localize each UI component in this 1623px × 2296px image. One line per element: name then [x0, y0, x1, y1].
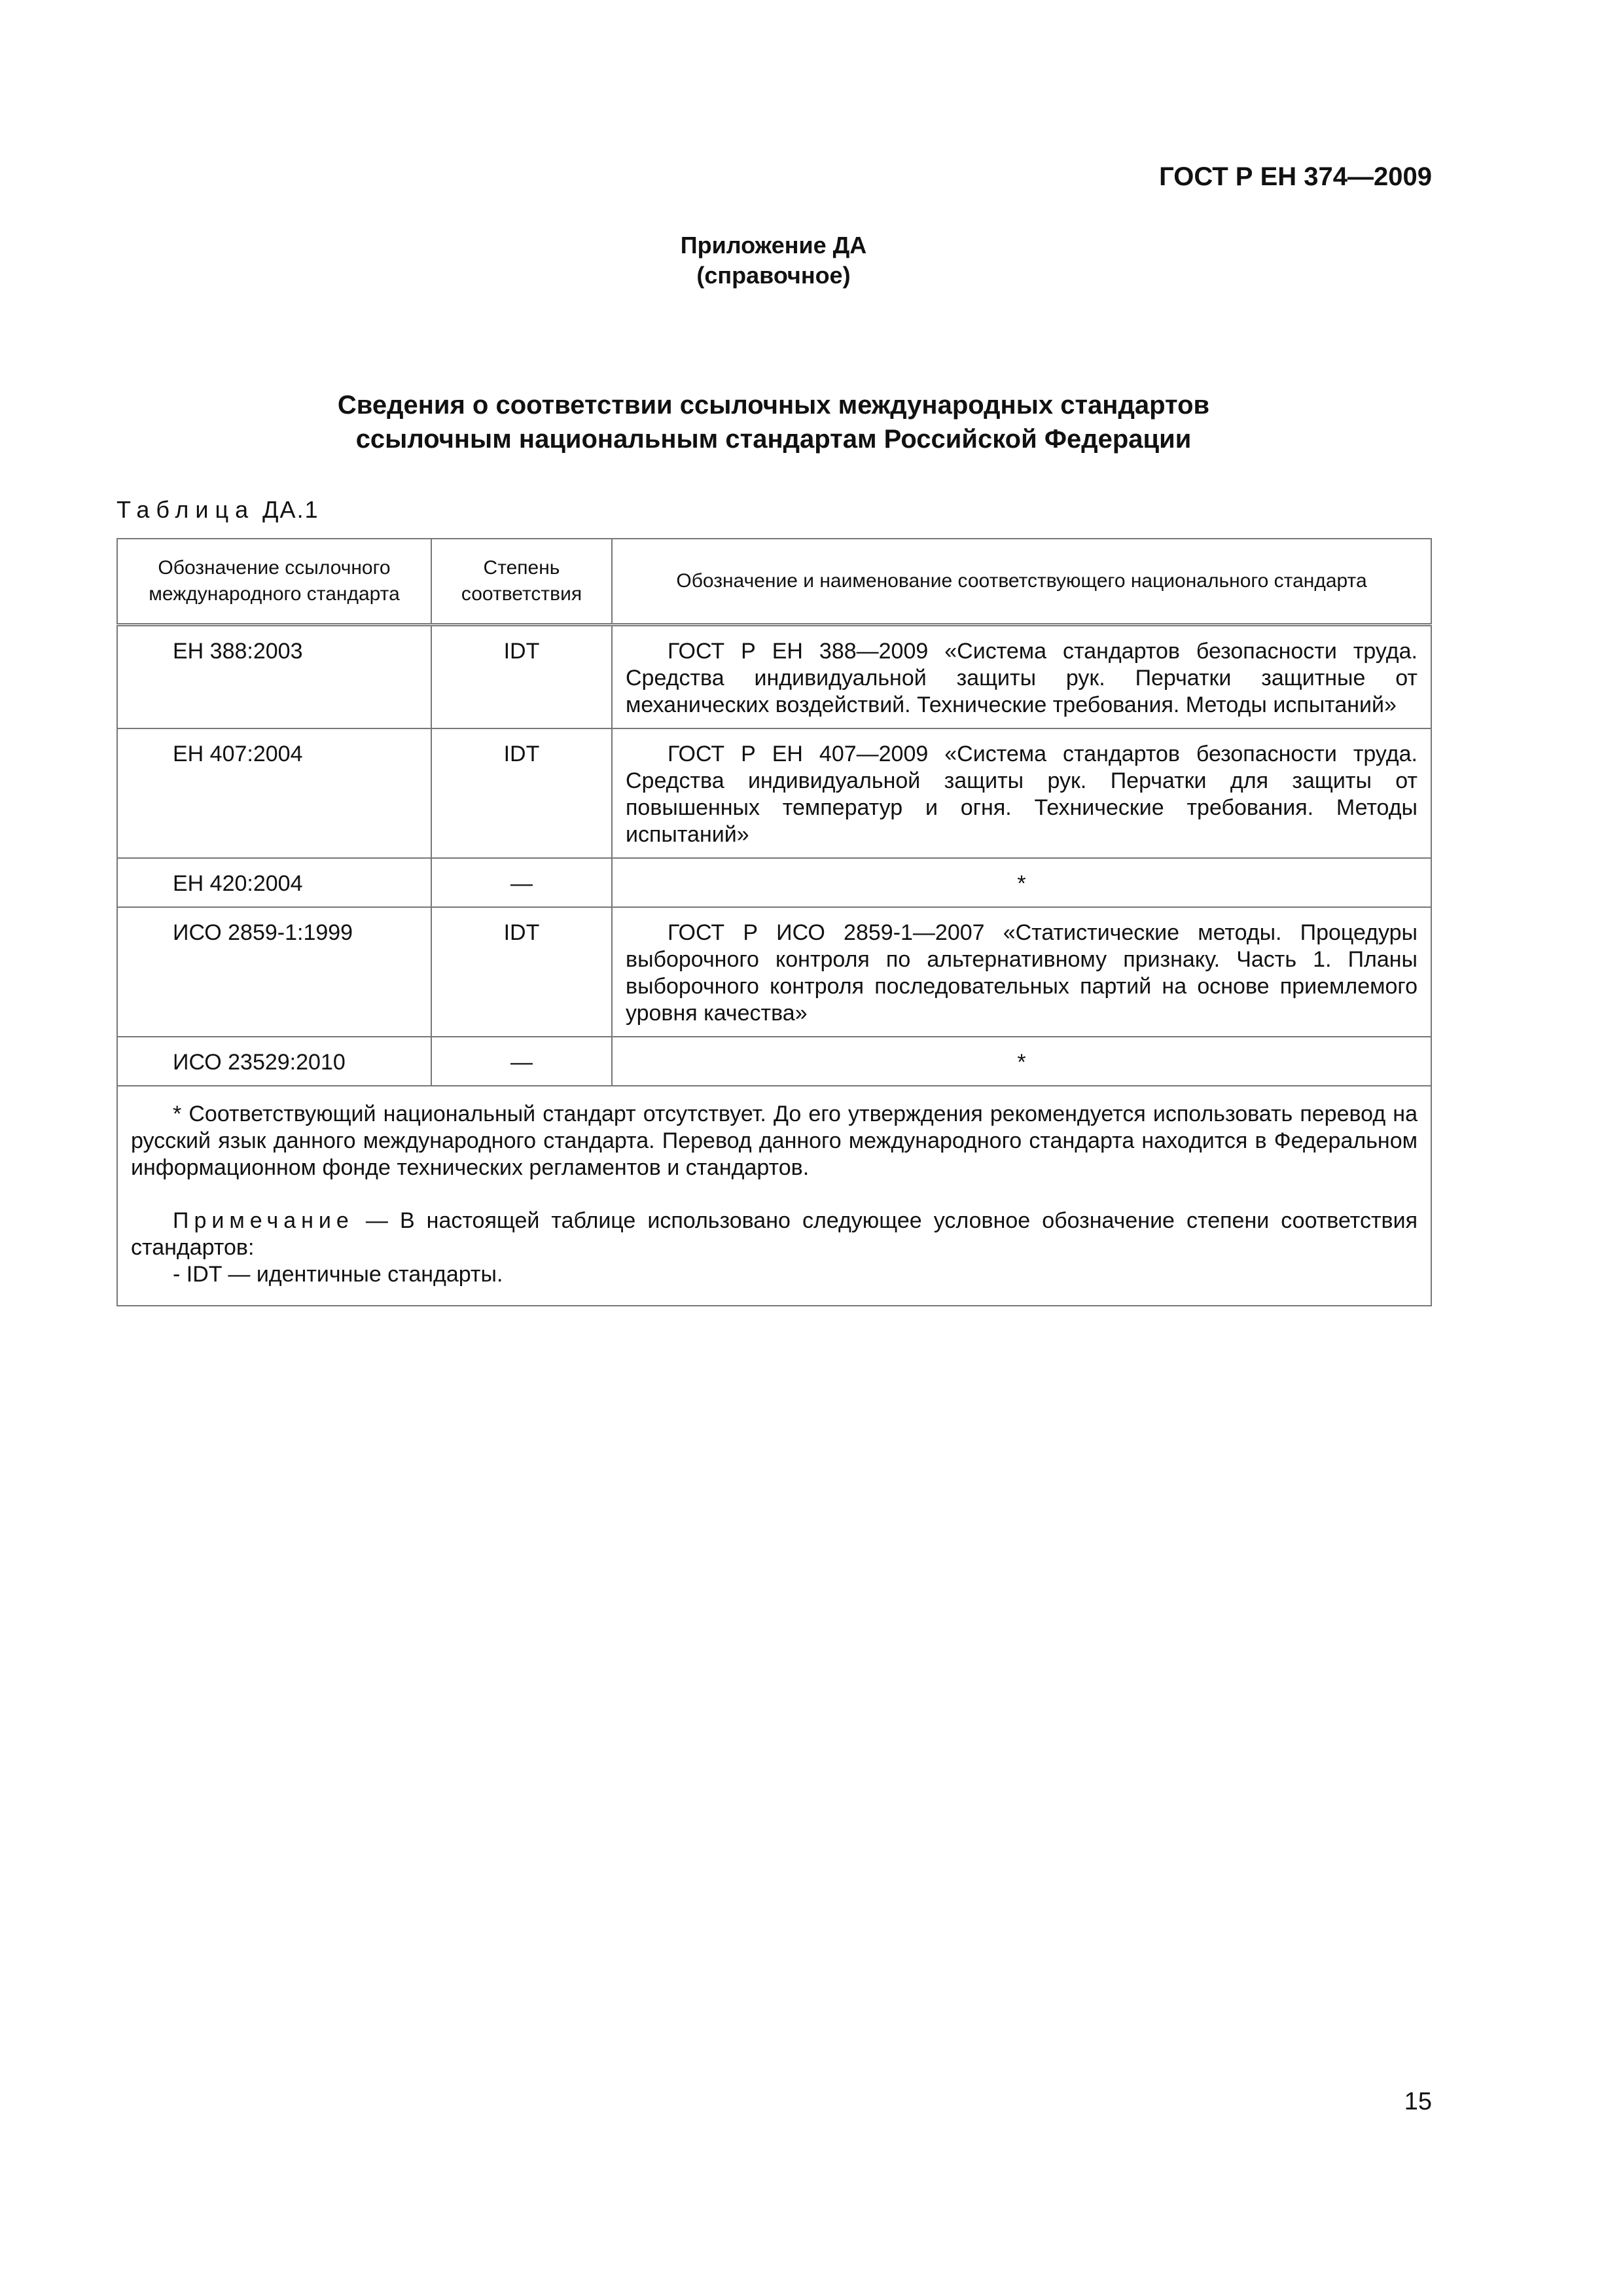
row-code: ИСО 23529:2010	[117, 1037, 431, 1086]
row-national-standard: ГОСТ Р ЕН 388—2009 «Система стандартов безопасности труда. Средства индивидуальной защиты рук. Перчатки защитные от механических воздействий. Технические требования. Методы испытаний»	[612, 625, 1431, 729]
title-line-2: ссылочным национальным стандартам Российской Федерации	[355, 425, 1192, 454]
note-label: Примечание	[173, 1208, 354, 1233]
document-code: ГОСТ Р ЕН 374—2009	[1159, 162, 1432, 191]
row-national-standard: *	[612, 1037, 1431, 1086]
note-item: - IDT — идентичные стандарты.	[173, 1262, 503, 1287]
table-label-word: Таблица	[116, 496, 255, 523]
row-national-standard: *	[612, 858, 1431, 907]
row-code: ИСО 2859-1:1999	[117, 907, 431, 1037]
table-row	[117, 728, 1431, 858]
row-code: ЕН 388:2003	[117, 625, 431, 729]
table-row	[117, 1037, 1431, 1086]
table-label-number: ДА.1	[262, 496, 319, 523]
row-national-standard: ГОСТ Р ИСО 2859-1—2007 «Статистические методы. Процедуры выборочного контроля по альтернативному признаку. Часть 1. Планы выборочного контроля последовательных партий на основе приемлемого уровня качества»	[612, 907, 1431, 1037]
table-notes	[117, 1086, 1431, 1306]
table-row	[117, 858, 1431, 907]
table-header-row	[117, 539, 1431, 625]
footnote: * Соответствующий национальный стандарт отсутствует. До его утверждения рекомендуется использовать перевод на русский язык данного международного стандарта. Перевод данного международного стандарта находится в Федеральном информационном фонде технических регламентов и стандартов.	[131, 1102, 1418, 1180]
table-row	[117, 907, 1431, 1037]
note-text: — В настоящей таблице использовано следующее условное обозначение степени соответствия стандартов:	[131, 1208, 1418, 1260]
appendix-kind: (справочное)	[696, 262, 851, 289]
header-degree: Степень соответствия	[431, 539, 612, 625]
page-number: 15	[1404, 2088, 1432, 2115]
row-degree: IDT	[431, 625, 612, 729]
appendix-name: Приложение ДА	[680, 232, 867, 259]
table-row	[117, 625, 1431, 729]
row-degree: —	[431, 858, 612, 907]
appendix-heading	[0, 230, 1547, 291]
header-international-standard: Обозначение ссылочного международного стандарта	[117, 539, 431, 625]
row-degree: IDT	[431, 907, 612, 1037]
row-code: ЕН 407:2004	[117, 728, 431, 858]
table-notes-row	[117, 1086, 1431, 1306]
row-national-standard: ГОСТ Р ЕН 407—2009 «Система стандартов безопасности труда. Средства индивидуальной защиты рук. Перчатки для защиты от повышенных температур и огня. Технические требования. Методы испытаний»	[612, 728, 1431, 858]
note	[131, 1208, 1418, 1261]
row-code: ЕН 420:2004	[117, 858, 431, 907]
header-national-standard: Обозначение и наименование соответствующего национального стандарта	[612, 539, 1431, 625]
appendix-title	[0, 388, 1547, 456]
table-label	[116, 496, 319, 524]
title-line-1: Сведения о соответствии ссылочных международных стандартов	[337, 391, 1210, 420]
row-degree: —	[431, 1037, 612, 1086]
row-degree: IDT	[431, 728, 612, 858]
standards-table	[116, 538, 1432, 1306]
